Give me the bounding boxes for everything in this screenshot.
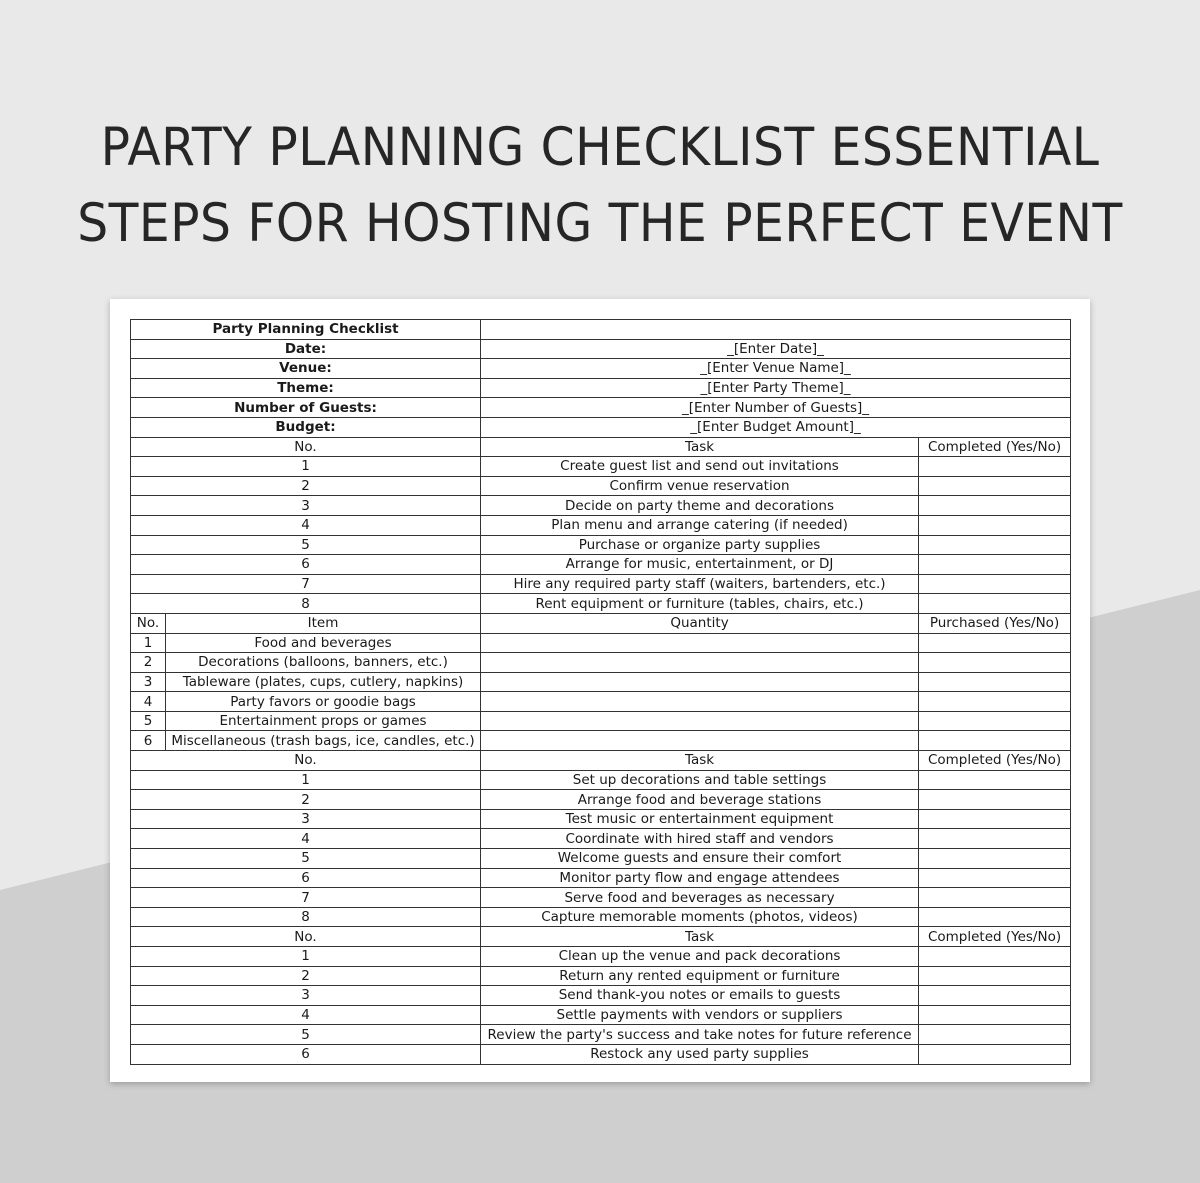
header-no: No.	[131, 927, 481, 947]
purchased-cell[interactable]	[919, 692, 1071, 712]
task-text: Create guest list and send out invitations	[481, 457, 919, 477]
completed-cell[interactable]	[919, 888, 1071, 908]
task-text: Send thank-you notes or emails to guests	[481, 986, 919, 1006]
completed-cell[interactable]	[919, 1044, 1071, 1064]
supplies-header-row	[131, 613, 1071, 633]
detail-value[interactable]: _[Enter Venue Name]_	[481, 359, 1071, 379]
task-text: Clean up the venue and pack decorations	[481, 947, 919, 967]
header-task: Task	[481, 751, 919, 771]
task-text: Restock any used party supplies	[481, 1044, 919, 1064]
table-row	[131, 770, 1071, 790]
table-header-row	[131, 927, 1071, 947]
row-number: 1	[131, 633, 166, 653]
detail-value[interactable]: _[Enter Party Theme]_	[481, 378, 1071, 398]
details-row	[131, 378, 1071, 398]
details-row	[131, 398, 1071, 418]
detail-label: Budget:	[131, 417, 481, 437]
row-number: 3	[131, 672, 166, 692]
table-header-row	[131, 437, 1071, 457]
table-row	[131, 888, 1071, 908]
completed-cell[interactable]	[919, 986, 1071, 1006]
completed-cell[interactable]	[919, 496, 1071, 516]
item-text: Decorations (balloons, banners, etc.)	[166, 653, 481, 673]
task-text: Welcome guests and ensure their comfort	[481, 849, 919, 869]
table-row	[131, 515, 1071, 535]
table-header-row	[131, 751, 1071, 771]
header-no: No.	[131, 437, 481, 457]
detail-value[interactable]: _[Enter Date]_	[481, 339, 1071, 359]
purchased-cell[interactable]	[919, 653, 1071, 673]
detail-label: Venue:	[131, 359, 481, 379]
quantity-cell[interactable]	[481, 653, 919, 673]
table-row	[131, 868, 1071, 888]
task-text: Rent equipment or furniture (tables, chairs, etc.)	[481, 594, 919, 614]
details-row	[131, 359, 1071, 379]
purchased-cell[interactable]	[919, 731, 1071, 751]
row-number: 6	[131, 868, 481, 888]
table-row	[131, 535, 1071, 555]
task-text: Monitor party flow and engage attendees	[481, 868, 919, 888]
task-text: Purchase or organize party supplies	[481, 535, 919, 555]
row-number: 3	[131, 809, 481, 829]
header-no: No.	[131, 613, 166, 633]
row-number: 4	[131, 692, 166, 712]
task-text: Return any rented equipment or furniture	[481, 966, 919, 986]
completed-cell[interactable]	[919, 868, 1071, 888]
row-number: 4	[131, 829, 481, 849]
heading-line-2: STEPS FOR HOSTING THE PERFECT EVENT	[77, 193, 1123, 254]
table-row	[131, 574, 1071, 594]
table-row	[131, 731, 1071, 751]
completed-cell[interactable]	[919, 790, 1071, 810]
purchased-cell[interactable]	[919, 633, 1071, 653]
row-number: 2	[131, 790, 481, 810]
item-text: Food and beverages	[166, 633, 481, 653]
task-text: Serve food and beverages as necessary	[481, 888, 919, 908]
quantity-cell[interactable]	[481, 692, 919, 712]
row-number: 8	[131, 594, 481, 614]
task-text: Decide on party theme and decorations	[481, 496, 919, 516]
completed-cell[interactable]	[919, 457, 1071, 477]
task-text: Set up decorations and table settings	[481, 770, 919, 790]
purchased-cell[interactable]	[919, 672, 1071, 692]
table-row	[131, 672, 1071, 692]
completed-cell[interactable]	[919, 535, 1071, 555]
table-row	[131, 457, 1071, 477]
task-text: Arrange food and beverage stations	[481, 790, 919, 810]
table-row	[131, 496, 1071, 516]
completed-cell[interactable]	[919, 515, 1071, 535]
task-text: Settle payments with vendors or suppliers	[481, 1005, 919, 1025]
completed-cell[interactable]	[919, 947, 1071, 967]
detail-value[interactable]: _[Enter Budget Amount]_	[481, 417, 1071, 437]
row-number: 5	[131, 711, 166, 731]
table-row	[131, 947, 1071, 967]
row-number: 6	[131, 555, 481, 575]
header-completed: Completed (Yes/No)	[919, 437, 1071, 457]
task-text: Confirm venue reservation	[481, 476, 919, 496]
completed-cell[interactable]	[919, 1005, 1071, 1025]
row-number: 8	[131, 907, 481, 927]
table-row	[131, 653, 1071, 673]
page-heading	[48, 110, 1152, 262]
completed-cell[interactable]	[919, 770, 1071, 790]
row-number: 5	[131, 535, 481, 555]
details-row	[131, 417, 1071, 437]
table-row	[131, 692, 1071, 712]
completed-cell[interactable]	[919, 555, 1071, 575]
row-number: 6	[131, 731, 166, 751]
row-number: 4	[131, 1005, 481, 1025]
table-row	[131, 790, 1071, 810]
item-text: Entertainment props or games	[166, 711, 481, 731]
task-text: Test music or entertainment equipment	[481, 809, 919, 829]
header-purchased: Purchased (Yes/No)	[919, 613, 1071, 633]
row-number: 7	[131, 888, 481, 908]
details-title-row	[131, 320, 1071, 340]
completed-cell[interactable]	[919, 829, 1071, 849]
row-number: 5	[131, 1025, 481, 1045]
detail-value[interactable]: _[Enter Number of Guests]_	[481, 398, 1071, 418]
row-number: 1	[131, 457, 481, 477]
heading-line-1: PARTY PLANNING CHECKLIST ESSENTIAL	[100, 117, 1100, 178]
header-completed: Completed (Yes/No)	[919, 751, 1071, 771]
completed-cell[interactable]	[919, 476, 1071, 496]
header-no: No.	[131, 751, 481, 771]
detail-label: Theme:	[131, 378, 481, 398]
title-value-cell[interactable]	[481, 320, 1071, 340]
task-text: Hire any required party staff (waiters, bartenders, etc.)	[481, 574, 919, 594]
item-text: Party favors or goodie bags	[166, 692, 481, 712]
table-row	[131, 966, 1071, 986]
header-task: Task	[481, 927, 919, 947]
quantity-cell[interactable]	[481, 672, 919, 692]
completed-cell[interactable]	[919, 849, 1071, 869]
task-text: Arrange for music, entertainment, or DJ	[481, 555, 919, 575]
table-row	[131, 809, 1071, 829]
row-number: 3	[131, 986, 481, 1006]
item-text: Miscellaneous (trash bags, ice, candles, etc.)	[166, 731, 481, 751]
table-row	[131, 907, 1071, 927]
purchased-cell[interactable]	[919, 711, 1071, 731]
table-row	[131, 594, 1071, 614]
quantity-cell[interactable]	[481, 633, 919, 653]
row-number: 7	[131, 574, 481, 594]
checklist-sheet	[110, 299, 1090, 1082]
table-row	[131, 1044, 1071, 1064]
row-number: 1	[131, 770, 481, 790]
row-number: 3	[131, 496, 481, 516]
row-number: 6	[131, 1044, 481, 1064]
header-completed: Completed (Yes/No)	[919, 927, 1071, 947]
checklist-table	[130, 319, 1071, 1065]
completed-cell[interactable]	[919, 907, 1071, 927]
checklist-title: Party Planning Checklist	[131, 320, 481, 340]
task-text: Review the party's success and take notes for future reference	[481, 1025, 919, 1045]
table-row	[131, 711, 1071, 731]
task-text: Capture memorable moments (photos, videos)	[481, 907, 919, 927]
table-row	[131, 1025, 1071, 1045]
completed-cell[interactable]	[919, 574, 1071, 594]
completed-cell[interactable]	[919, 966, 1071, 986]
task-text: Coordinate with hired staff and vendors	[481, 829, 919, 849]
table-row	[131, 555, 1071, 575]
row-number: 2	[131, 476, 481, 496]
row-number: 1	[131, 947, 481, 967]
completed-cell[interactable]	[919, 809, 1071, 829]
table-row	[131, 849, 1071, 869]
header-task: Task	[481, 437, 919, 457]
table-row	[131, 1005, 1071, 1025]
detail-label: Date:	[131, 339, 481, 359]
completed-cell[interactable]	[919, 594, 1071, 614]
detail-label: Number of Guests:	[131, 398, 481, 418]
table-row	[131, 829, 1071, 849]
row-number: 2	[131, 966, 481, 986]
table-row	[131, 986, 1071, 1006]
row-number: 4	[131, 515, 481, 535]
quantity-cell[interactable]	[481, 711, 919, 731]
row-number: 2	[131, 653, 166, 673]
quantity-cell[interactable]	[481, 731, 919, 751]
table-row	[131, 633, 1071, 653]
header-item: Item	[166, 613, 481, 633]
header-quantity: Quantity	[481, 613, 919, 633]
task-text: Plan menu and arrange catering (if needed)	[481, 515, 919, 535]
table-row	[131, 476, 1071, 496]
details-row	[131, 339, 1071, 359]
item-text: Tableware (plates, cups, cutlery, napkins)	[166, 672, 481, 692]
completed-cell[interactable]	[919, 1025, 1071, 1045]
row-number: 5	[131, 849, 481, 869]
